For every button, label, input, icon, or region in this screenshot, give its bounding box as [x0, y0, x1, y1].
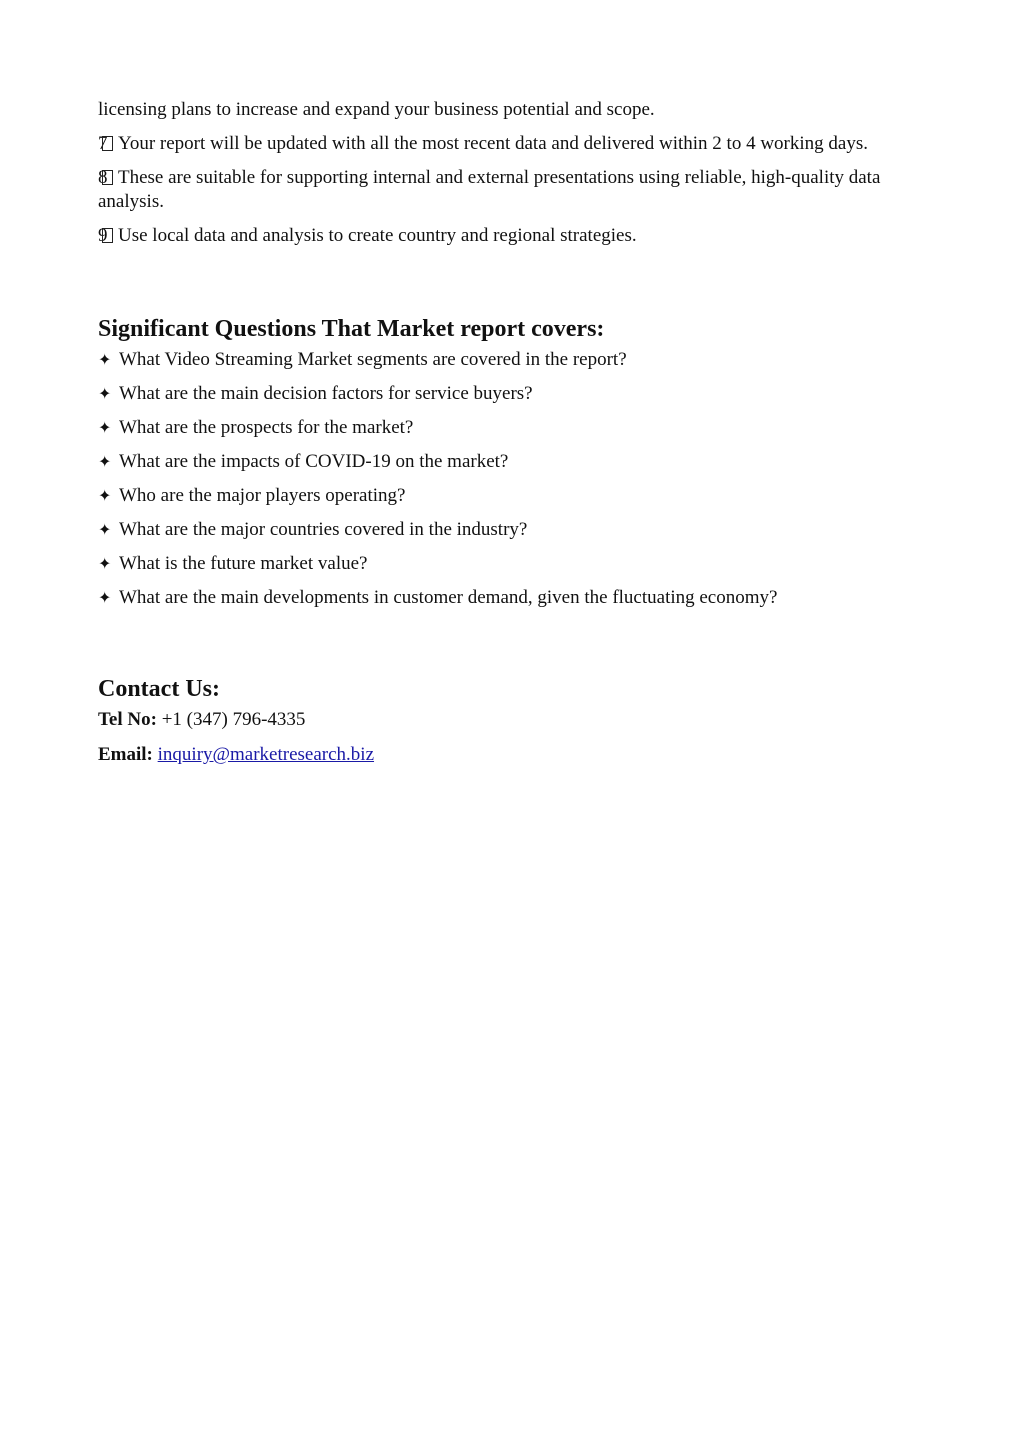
question-text: What are the impacts of COVID-19 on the market? — [119, 451, 509, 472]
placeholder-box-icon — [102, 228, 113, 243]
question-text: What are the main decision factors for service buyers? — [119, 383, 533, 404]
question-text: What is the future market value? — [119, 553, 368, 574]
placeholder-box-icon — [102, 170, 113, 185]
item-number: 9 — [98, 225, 108, 246]
item-number: 7 — [98, 133, 108, 154]
question-item — [98, 484, 928, 508]
four-point-star-icon: ✦ — [98, 452, 112, 471]
tel-label: Tel No: — [98, 709, 157, 730]
numbered-list — [98, 132, 928, 248]
item-number-marker — [98, 224, 118, 248]
question-text: What are the major countries covered in the industry? — [119, 519, 528, 540]
four-point-star-icon: ✦ — [98, 418, 112, 437]
contact-tel-line — [98, 708, 928, 732]
email-label: Email: — [98, 744, 153, 765]
item-number-marker — [98, 132, 118, 156]
contact-email-line — [98, 743, 928, 767]
question-text: What are the main developments in customer demand, given the fluctuating economy? — [119, 587, 778, 608]
item-text: These are suitable for supporting internal and external presentations using reliable, high-quality data analysis. — [98, 167, 881, 212]
placeholder-box-icon — [102, 136, 113, 151]
questions-section — [98, 314, 928, 610]
question-item — [98, 416, 928, 440]
numbered-item — [98, 166, 928, 214]
item-text: Use local data and analysis to create country and regional strategies. — [118, 225, 637, 246]
item-number-marker — [98, 166, 118, 190]
questions-list — [98, 348, 928, 610]
email-link[interactable]: inquiry@marketresearch.biz — [157, 744, 375, 765]
four-point-star-icon: ✦ — [98, 588, 112, 607]
four-point-star-icon: ✦ — [98, 520, 112, 539]
questions-heading: Significant Questions That Market report covers: — [98, 316, 605, 342]
item-text: Your report will be updated with all the most recent data and delivered within 2 to 4 working days. — [118, 133, 868, 154]
contact-heading: Contact Us: — [98, 676, 220, 702]
question-item — [98, 518, 928, 542]
four-point-star-icon: ✦ — [98, 486, 112, 505]
four-point-star-icon: ✦ — [98, 350, 112, 369]
question-text: What Video Streaming Market segments are covered in the report? — [119, 349, 627, 370]
contact-section — [98, 674, 928, 767]
item-number: 8 — [98, 167, 108, 188]
numbered-item — [98, 132, 928, 156]
four-point-star-icon: ✦ — [98, 384, 112, 403]
tel-value: +1 (347) 796-4335 — [161, 709, 306, 730]
question-item — [98, 348, 928, 372]
question-text: Who are the major players operating? — [119, 485, 406, 506]
question-item — [98, 450, 928, 474]
question-item — [98, 382, 928, 406]
question-item — [98, 552, 928, 576]
question-item — [98, 586, 928, 610]
four-point-star-icon: ✦ — [98, 554, 112, 573]
numbered-item — [98, 224, 928, 248]
document-page — [98, 98, 928, 778]
intro-text: licensing plans to increase and expand your business potential and scope. — [98, 99, 655, 120]
question-text: What are the prospects for the market? — [119, 417, 414, 438]
